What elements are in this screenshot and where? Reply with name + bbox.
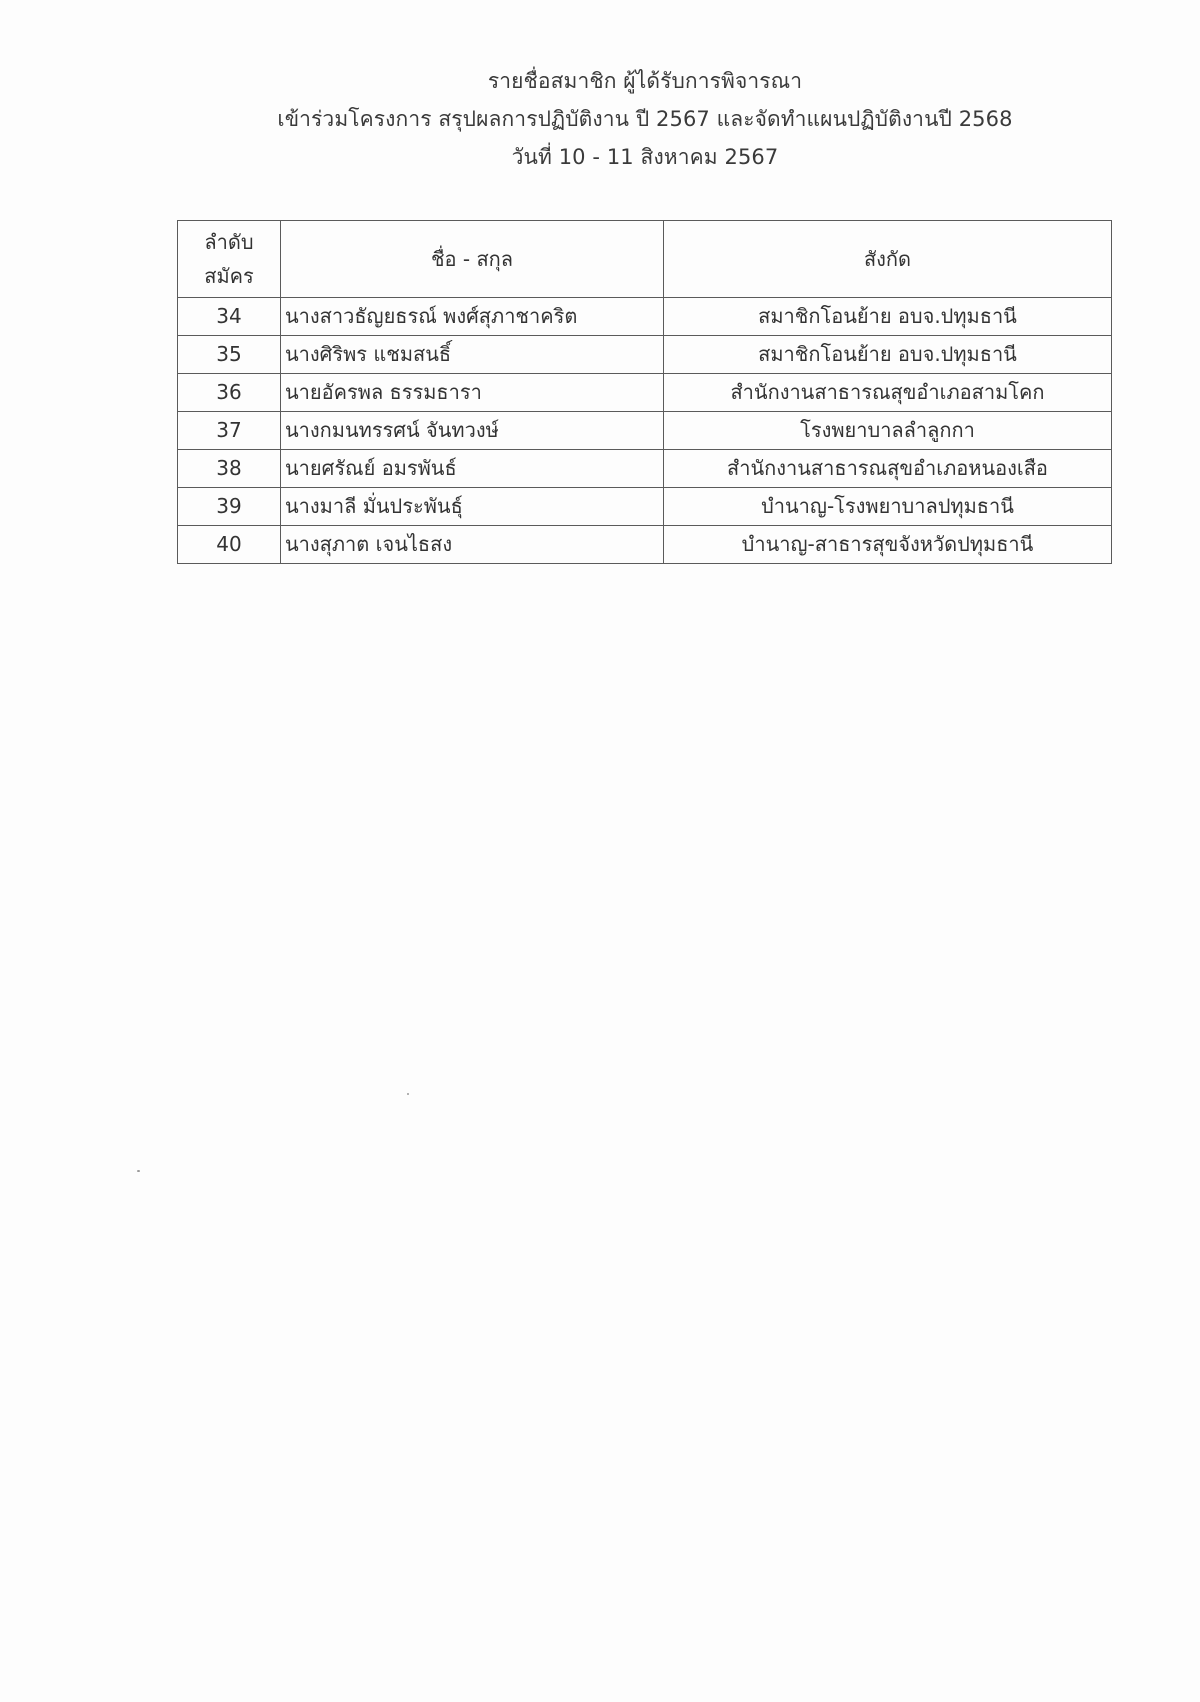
row-name: นางสาวธัญยธรณ์ พงศ์สุภาชาคริต bbox=[281, 298, 664, 336]
row-affiliation: บำนาญ-สาธารสุขจังหวัดปทุมธานี bbox=[664, 526, 1112, 564]
row-number: 34 bbox=[178, 298, 281, 336]
header-order-number bbox=[178, 221, 281, 298]
header-affiliation: สังกัด bbox=[664, 221, 1112, 298]
document-heading bbox=[0, 62, 1200, 176]
row-name: นางกมนทรรศน์ จันทวงษ์ bbox=[281, 412, 664, 450]
row-number: 40 bbox=[178, 526, 281, 564]
table-row bbox=[178, 412, 1112, 450]
row-name: นายศรัณย์ อมรพันธ์ bbox=[281, 450, 664, 488]
table-row bbox=[178, 336, 1112, 374]
member-table bbox=[177, 220, 1112, 564]
header-order-line-1: ลำดับ bbox=[204, 230, 254, 254]
row-affiliation: บำนาญ-โรงพยาบาลปทุมธานี bbox=[664, 488, 1112, 526]
table-body bbox=[178, 298, 1112, 564]
row-number: 39 bbox=[178, 488, 281, 526]
table-header-row bbox=[178, 221, 1112, 298]
table-row bbox=[178, 488, 1112, 526]
row-name: นางสุภาต เจนไธสง bbox=[281, 526, 664, 564]
table-row bbox=[178, 450, 1112, 488]
header-order-line-2: สมัคร bbox=[204, 264, 254, 288]
heading-line-3: วันที่ 10 - 11 สิงหาคม 2567 bbox=[511, 145, 779, 169]
row-affiliation: สำนักงานสาธารณสุขอำเภอหนองเสือ bbox=[664, 450, 1112, 488]
row-affiliation: โรงพยาบาลลำลูกกา bbox=[664, 412, 1112, 450]
table-row bbox=[178, 298, 1112, 336]
row-number: 37 bbox=[178, 412, 281, 450]
scan-speck bbox=[407, 1093, 409, 1095]
header-full-name: ชื่อ - สกุล bbox=[281, 221, 664, 298]
table-header bbox=[178, 221, 1112, 298]
row-number: 38 bbox=[178, 450, 281, 488]
heading-line-2: เข้าร่วมโครงการ สรุปผลการปฏิบัติงาน ปี 2567 และจัดทำแผนปฏิบัติงานปี 2568 bbox=[277, 107, 1013, 131]
row-number: 36 bbox=[178, 374, 281, 412]
row-affiliation: สมาชิกโอนย้าย อบจ.ปทุมธานี bbox=[664, 298, 1112, 336]
row-name: นางมาลี มั่นประพันธุ์ bbox=[281, 488, 664, 526]
scan-speck bbox=[137, 1170, 140, 1172]
row-name: นายอัครพล ธรรมธารา bbox=[281, 374, 664, 412]
row-name: นางศิริพร แชมสนธิ์ bbox=[281, 336, 664, 374]
heading-line-1: รายชื่อสมาชิก ผู้ได้รับการพิจารณา bbox=[487, 69, 803, 93]
table-row bbox=[178, 526, 1112, 564]
table-row bbox=[178, 374, 1112, 412]
row-affiliation: สำนักงานสาธารณสุขอำเภอสามโคก bbox=[664, 374, 1112, 412]
row-affiliation: สมาชิกโอนย้าย อบจ.ปทุมธานี bbox=[664, 336, 1112, 374]
row-number: 35 bbox=[178, 336, 281, 374]
